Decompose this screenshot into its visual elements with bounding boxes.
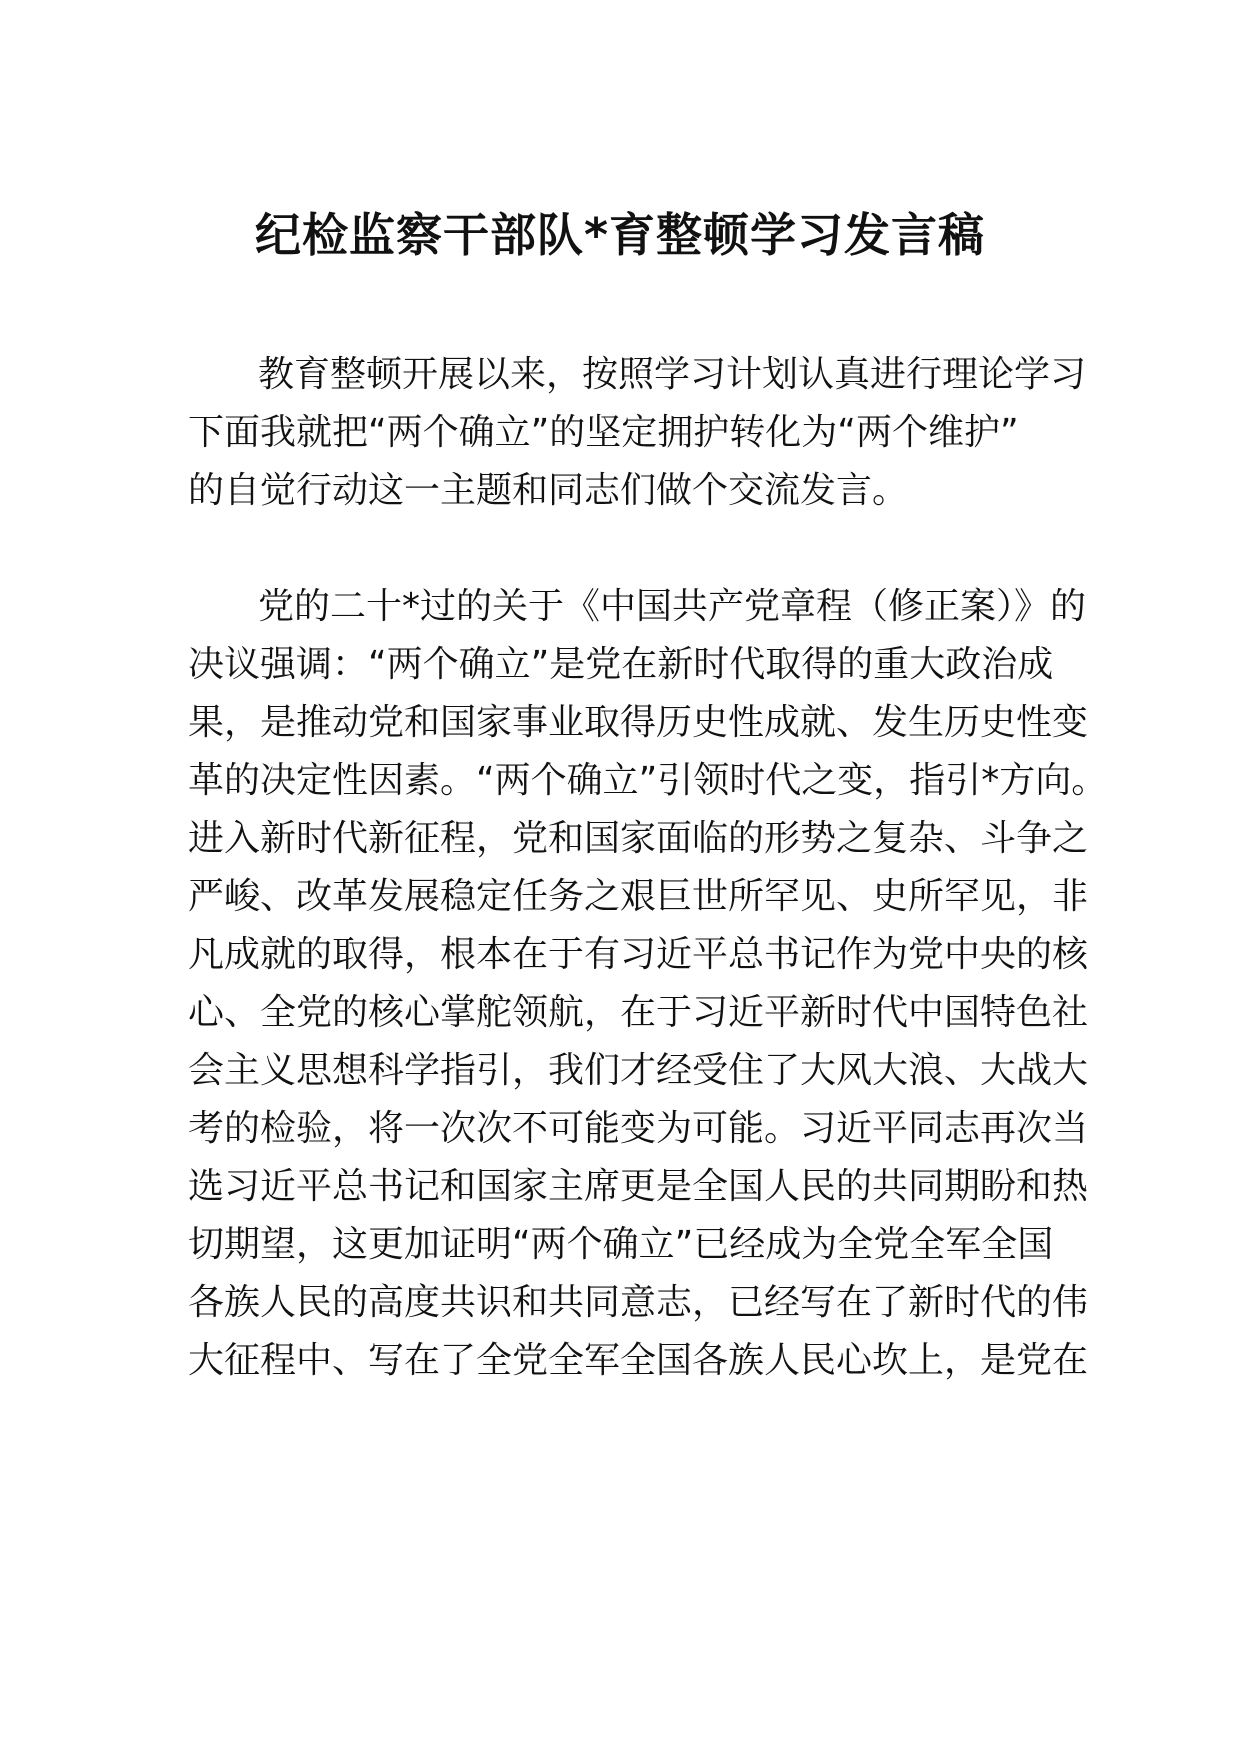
paragraph-2-line-8: 心、全党的核心掌舵领航，在于习近平新时代中国特色社 xyxy=(188,992,1089,1033)
paragraph-2-line-14: 大征程中、写在了全党全军全国各族人民心坎上，是党在 xyxy=(188,1340,1089,1381)
paragraph-2-line-4: 革的决定性因素。“两个确立”引领时代之变，指引*方向。 xyxy=(188,760,1108,801)
paragraph-2-line-13: 各族人民的高度共识和共同意志，已经写在了新时代的伟 xyxy=(188,1282,1089,1323)
paragraph-2-line-5: 进入新时代新征程，党和国家面临的形势之复杂、斗争之 xyxy=(188,818,1089,859)
paragraph-2-line-10: 考的检验，将一次次不可能变为可能。习近平同志再次当 xyxy=(188,1108,1089,1149)
paragraph-1-line-1: 教育整顿开展以来，按照学习计划认真进行理论学习 xyxy=(258,354,1087,395)
paragraph-2-line-3: 果，是推动党和国家事业取得历史性成就、发生历史性变 xyxy=(188,702,1089,743)
paragraph-2-line-7: 凡成就的取得，根本在于有习近平总书记作为党中央的核 xyxy=(188,934,1089,975)
paragraph-2-line-2: 决议强调：“两个确立”是党在新时代取得的重大政治成 xyxy=(188,644,1054,685)
paragraph-1-line-2: 下面我就把“两个确立”的坚定拥护转化为“两个维护” xyxy=(188,412,1019,453)
document-title: 纪检监察干部队*育整顿学习发言稿 xyxy=(254,208,986,262)
paragraph-2-line-1: 党的二十*过的关于《中国共产党章程（修正案）》的 xyxy=(258,586,1087,627)
paragraph-2-line-6: 严峻、改革发展稳定任务之艰巨世所罕见、史所罕见，非 xyxy=(188,876,1089,917)
paragraph-2-line-12: 切期望，这更加证明“两个确立”已经成为全党全军全国 xyxy=(188,1224,1054,1265)
paragraph-2-line-9: 会主义思想科学指引，我们才经受住了大风大浪、大战大 xyxy=(188,1050,1089,1091)
paragraph-1-line-3: 的自觉行动这一主题和同志们做个交流发言。 xyxy=(188,470,909,511)
paragraph-2-line-11: 选习近平总书记和国家主席更是全国人民的共同期盼和热 xyxy=(188,1166,1089,1207)
